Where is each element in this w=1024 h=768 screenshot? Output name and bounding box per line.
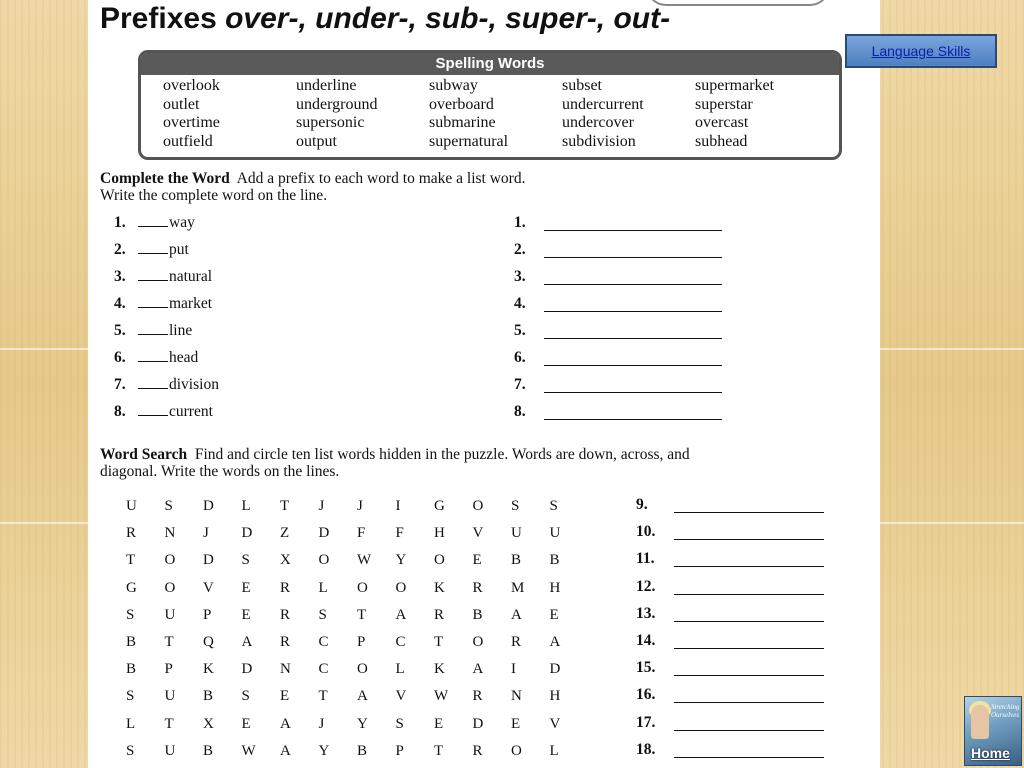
answer-number: 12.	[636, 577, 656, 595]
grid-letter[interactable]: R	[280, 579, 291, 596]
spelling-word: subway	[429, 77, 478, 94]
spelling-word: overlook	[163, 77, 220, 94]
grid-letter[interactable]: E	[241, 715, 251, 732]
complete-word-item	[114, 241, 189, 259]
word-search-instructions	[100, 446, 690, 480]
grid-letter[interactable]: F	[357, 525, 366, 542]
prefix-blank[interactable]	[138, 226, 168, 227]
grid-letter[interactable]: L	[241, 498, 251, 514]
spelling-word: overtime	[163, 114, 220, 131]
grid-row	[126, 523, 588, 550]
grid-letter[interactable]: R	[280, 606, 291, 623]
grid-letter[interactable]: N	[164, 525, 176, 542]
complete-word-line2: Write the complete word on the line.	[100, 187, 328, 204]
complete-word-answer	[514, 322, 544, 340]
word-search-answer	[636, 578, 672, 596]
answer-number: 14.	[636, 632, 656, 649]
grid-letter[interactable]: S	[241, 688, 250, 705]
grid-letter[interactable]: I	[395, 498, 401, 514]
prefix-blank[interactable]	[138, 415, 168, 416]
answer-line[interactable]	[544, 230, 722, 231]
grid-letter[interactable]: A	[472, 661, 484, 678]
complete-word-item	[114, 295, 212, 313]
word-suffix: current	[169, 403, 213, 420]
grid-letter[interactable]: P	[164, 661, 173, 678]
answer-line[interactable]	[674, 730, 824, 731]
item-number: 4.	[114, 295, 126, 312]
answer-number: 1.	[514, 214, 526, 231]
spelling-word: submarine	[429, 114, 496, 131]
grid-letter[interactable]: S	[164, 498, 173, 514]
grid-letter[interactable]: B	[203, 742, 214, 759]
grid-letter[interactable]: Y	[357, 715, 368, 732]
grid-letter[interactable]: O	[472, 633, 484, 650]
answer-line[interactable]	[674, 675, 824, 676]
grid-letter[interactable]: V	[549, 715, 561, 732]
grid-letter[interactable]: E	[280, 688, 290, 705]
spelling-words-box	[138, 50, 842, 160]
grid-letter[interactable]: T	[434, 742, 444, 759]
grid-letter[interactable]: S	[318, 606, 327, 623]
answer-number: 18.	[636, 740, 656, 758]
grid-letter[interactable]: U	[164, 742, 176, 759]
word-suffix: put	[169, 241, 189, 258]
grid-letter[interactable]: J	[203, 525, 209, 542]
answer-line[interactable]	[544, 392, 722, 393]
grid-letter[interactable]: D	[203, 552, 214, 569]
grid-letter[interactable]: Y	[395, 552, 407, 569]
answer-number: 2.	[514, 241, 526, 258]
answer-line[interactable]	[674, 648, 824, 649]
item-number: 3.	[114, 268, 126, 285]
word-search-answer	[636, 714, 672, 732]
grid-row	[126, 550, 588, 577]
grid-letter[interactable]: O	[434, 552, 445, 569]
spelling-word: superstar	[695, 95, 753, 113]
answer-number: 10.	[636, 523, 656, 541]
grid-letter[interactable]: K	[434, 579, 445, 596]
grid-row	[126, 686, 588, 713]
grid-letter[interactable]: E	[434, 715, 444, 732]
grid-letter[interactable]: R	[434, 606, 445, 623]
grid-letter[interactable]: R	[511, 633, 522, 650]
grid-letter[interactable]: H	[549, 579, 561, 596]
page-title	[100, 2, 670, 36]
grid-letter[interactable]: P	[395, 742, 404, 759]
grid-letter[interactable]: C	[318, 633, 329, 650]
grid-letter[interactable]: S	[395, 715, 404, 732]
prefix-blank[interactable]	[138, 280, 168, 281]
grid-letter[interactable]: D	[203, 498, 214, 514]
answer-number: 6.	[514, 349, 526, 366]
complete-word-answer	[514, 268, 544, 286]
home-caption: Stretching Ourselves	[991, 703, 1020, 719]
page-tab-decoration	[646, 0, 830, 6]
grid-letter[interactable]: Q	[203, 633, 214, 650]
answer-number: 11.	[636, 550, 655, 568]
grid-letter[interactable]: Y	[318, 742, 330, 759]
grid-letter[interactable]: R	[472, 688, 483, 705]
home-thumbnail-figure	[971, 705, 989, 739]
answer-line[interactable]	[544, 365, 722, 366]
item-number: 1.	[114, 214, 126, 231]
grid-letter[interactable]: P	[357, 633, 366, 650]
grid-letter[interactable]: G	[126, 579, 137, 596]
item-number: 6.	[114, 349, 126, 366]
grid-letter[interactable]: O	[395, 579, 407, 596]
word-search-answer	[636, 605, 672, 623]
grid-letter[interactable]: L	[318, 579, 328, 596]
grid-letter[interactable]: B	[549, 552, 560, 569]
word-search-answer	[636, 659, 672, 677]
complete-word-answer	[514, 349, 544, 367]
spelling-word: undercover	[562, 114, 634, 131]
complete-word-item	[114, 376, 219, 394]
complete-word-item	[114, 268, 212, 286]
grid-letter[interactable]: E	[241, 579, 251, 596]
spelling-word: output	[296, 132, 337, 150]
spelling-word: underline	[296, 77, 357, 94]
grid-letter[interactable]: T	[357, 606, 367, 623]
grid-letter[interactable]: O	[318, 552, 330, 569]
grid-letter[interactable]: E	[511, 715, 521, 732]
answer-line[interactable]	[674, 594, 824, 595]
grid-letter[interactable]: T	[318, 688, 328, 705]
grid-letter[interactable]: E	[549, 606, 559, 623]
spelling-word: undercurrent	[562, 95, 644, 113]
complete-word-heading: Complete the Word	[100, 170, 230, 187]
word-search-heading: Word Search	[100, 446, 188, 463]
grid-letter[interactable]: O	[164, 552, 176, 569]
grid-letter[interactable]: N	[511, 688, 522, 705]
word-suffix: line	[169, 322, 193, 339]
answer-number: 7.	[514, 376, 526, 393]
word-search-line2: diagonal. Write the words on the lines.	[100, 463, 340, 480]
answer-number: 3.	[514, 268, 526, 285]
grid-letter[interactable]: V	[472, 525, 484, 542]
complete-word-item	[114, 214, 195, 232]
grid-letter[interactable]: E	[472, 552, 482, 569]
word-search-answer	[636, 550, 672, 568]
complete-word-answer	[514, 376, 544, 394]
spelling-word: subdivision	[562, 132, 636, 150]
word-search-answer	[636, 632, 672, 650]
word-search-grid	[126, 496, 588, 768]
spelling-word: subhead	[695, 132, 748, 150]
grid-letter[interactable]: L	[395, 661, 405, 678]
spelling-word: supernatural	[429, 132, 509, 150]
spelling-word: outlet	[163, 95, 200, 113]
spelling-word: supermarket	[695, 77, 775, 94]
grid-row	[126, 605, 588, 632]
grid-letter[interactable]: D	[318, 525, 330, 542]
grid-letter[interactable]: T	[164, 715, 174, 732]
grid-letter[interactable]: A	[395, 606, 407, 623]
grid-letter[interactable]: X	[280, 552, 291, 569]
grid-letter[interactable]: B	[126, 661, 137, 678]
grid-letter[interactable]: O	[357, 661, 368, 678]
title-prefix-word: Prefixes	[100, 2, 217, 35]
item-number: 8.	[114, 403, 126, 420]
word-suffix: way	[169, 214, 195, 231]
grid-letter[interactable]: S	[126, 688, 135, 705]
word-search-answer	[636, 686, 672, 704]
grid-letter[interactable]: D	[472, 715, 484, 732]
complete-word-line1: Add a prefix to each word to make a list word.	[236, 170, 526, 187]
grid-letter[interactable]: B	[203, 688, 214, 705]
prefix-blank[interactable]	[138, 388, 168, 389]
word-suffix: head	[169, 349, 199, 366]
answer-line[interactable]	[544, 257, 722, 258]
grid-letter[interactable]: U	[164, 606, 176, 623]
complete-word-item	[114, 349, 198, 367]
grid-letter[interactable]: J	[357, 498, 363, 514]
grid-letter[interactable]: O	[472, 498, 484, 514]
grid-letter[interactable]: A	[511, 606, 522, 623]
grid-letter[interactable]: V	[395, 688, 407, 705]
grid-letter[interactable]: K	[434, 661, 445, 678]
grid-letter[interactable]: R	[280, 633, 291, 650]
spelling-word: overcast	[695, 114, 749, 131]
grid-letter[interactable]: T	[164, 633, 174, 650]
complete-word-answer	[514, 214, 544, 232]
grid-letter[interactable]: B	[357, 742, 368, 759]
answer-number: 15.	[636, 659, 656, 677]
answer-line[interactable]	[544, 284, 722, 285]
grid-letter[interactable]: A	[549, 633, 561, 650]
word-suffix: natural	[169, 268, 213, 285]
grid-letter[interactable]: W	[241, 742, 256, 759]
complete-word-answer	[514, 403, 544, 421]
grid-letter[interactable]: O	[511, 742, 522, 759]
word-search-answer	[636, 741, 672, 759]
grid-letter[interactable]: M	[511, 579, 525, 596]
title-prefix-list: over-, under-, sub-, super-, out-	[225, 2, 671, 35]
grid-letter[interactable]: U	[126, 498, 137, 514]
answer-number: 8.	[514, 403, 526, 420]
answer-line[interactable]	[544, 419, 722, 420]
grid-letter[interactable]: R	[472, 742, 483, 759]
spelling-words-heading: Spelling Words	[141, 53, 839, 75]
grid-letter[interactable]: B	[511, 552, 522, 569]
grid-letter[interactable]: W	[357, 552, 372, 569]
grid-letter[interactable]: S	[549, 498, 558, 514]
grid-letter[interactable]: C	[318, 661, 329, 678]
grid-letter[interactable]: J	[318, 498, 325, 514]
home-label: Home	[971, 745, 1010, 761]
grid-letter[interactable]: D	[241, 661, 253, 678]
grid-letter[interactable]: J	[318, 715, 325, 732]
grid-letter[interactable]: S	[511, 498, 520, 514]
grid-letter[interactable]: C	[395, 633, 406, 650]
grid-letter[interactable]: B	[472, 606, 483, 623]
answer-line[interactable]	[674, 757, 824, 758]
answer-number: 9.	[636, 496, 648, 513]
grid-row	[126, 496, 588, 523]
answer-line[interactable]	[674, 621, 824, 622]
answer-number: 16.	[636, 686, 656, 704]
home-button[interactable]	[964, 696, 1022, 766]
language-skills-link[interactable]: Language Skills	[845, 34, 997, 68]
grid-letter[interactable]: L	[549, 742, 559, 759]
prefix-blank[interactable]	[138, 334, 168, 335]
prefix-blank[interactable]	[138, 307, 168, 308]
answer-line[interactable]	[674, 702, 824, 703]
grid-letter[interactable]: K	[203, 661, 214, 678]
grid-letter[interactable]: D	[549, 661, 561, 678]
complete-word-answer	[514, 295, 544, 313]
spelling-word: overboard	[429, 95, 494, 113]
worksheet-page	[88, 0, 880, 768]
answer-number: 4.	[514, 295, 526, 312]
grid-letter[interactable]: X	[203, 715, 214, 732]
spelling-word: underground	[296, 95, 378, 113]
item-number: 2.	[114, 241, 126, 258]
grid-letter[interactable]: F	[395, 525, 404, 542]
prefix-blank[interactable]	[138, 361, 168, 362]
spelling-word: outfield	[163, 132, 213, 150]
grid-letter[interactable]: S	[126, 742, 135, 759]
grid-letter[interactable]: G	[434, 498, 445, 514]
answer-line[interactable]	[674, 566, 824, 567]
grid-letter[interactable]: O	[164, 579, 176, 596]
grid-letter[interactable]: S	[241, 552, 250, 569]
grid-row	[126, 632, 588, 659]
grid-letter[interactable]: A	[280, 742, 291, 759]
answer-line[interactable]	[544, 311, 722, 312]
grid-letter[interactable]: I	[511, 661, 516, 678]
grid-letter[interactable]: Z	[280, 525, 290, 542]
word-suffix: division	[169, 376, 219, 393]
answer-line[interactable]	[674, 539, 824, 540]
grid-letter[interactable]: R	[126, 525, 137, 542]
answer-line[interactable]	[544, 338, 722, 339]
grid-letter[interactable]: U	[549, 525, 561, 542]
spelling-word: supersonic	[296, 114, 365, 131]
grid-letter[interactable]: B	[126, 633, 137, 650]
grid-letter[interactable]: E	[241, 606, 251, 623]
grid-row	[126, 714, 588, 741]
grid-letter[interactable]: A	[280, 715, 291, 732]
answer-line[interactable]	[674, 512, 824, 513]
complete-word-item	[114, 403, 213, 421]
prefix-blank[interactable]	[138, 253, 168, 254]
grid-row	[126, 578, 588, 605]
answer-number: 17.	[636, 713, 656, 731]
grid-row	[126, 659, 588, 686]
grid-letter[interactable]: A	[357, 688, 368, 705]
grid-letter[interactable]: T	[434, 633, 444, 650]
complete-word-answer	[514, 241, 544, 259]
spelling-words-list	[141, 75, 839, 151]
grid-letter[interactable]: V	[203, 579, 214, 596]
answer-number: 5.	[514, 322, 526, 339]
grid-letter[interactable]: U	[511, 525, 522, 542]
grid-letter[interactable]: A	[241, 633, 253, 650]
word-search-line1: Find and circle ten list words hidden in the puzzle. Words are down, across, and	[194, 446, 690, 463]
grid-letter[interactable]: O	[357, 579, 368, 596]
word-search-answer	[636, 523, 672, 541]
complete-word-instructions	[100, 170, 525, 204]
grid-letter[interactable]: D	[241, 525, 253, 542]
word-suffix: market	[169, 295, 213, 312]
grid-letter[interactable]: S	[126, 606, 135, 623]
grid-letter[interactable]: U	[164, 688, 176, 705]
answer-number: 13.	[636, 604, 656, 622]
spelling-word: subset	[562, 77, 602, 94]
grid-letter[interactable]: H	[549, 688, 561, 705]
grid-letter[interactable]: N	[280, 661, 291, 678]
grid-letter[interactable]: P	[203, 606, 212, 623]
grid-letter[interactable]: H	[434, 525, 445, 542]
grid-letter[interactable]: T	[126, 552, 136, 569]
grid-letter[interactable]: T	[280, 498, 290, 514]
grid-letter[interactable]: R	[472, 579, 483, 596]
complete-word-item	[114, 322, 192, 340]
item-number: 7.	[114, 376, 126, 393]
word-search-answer	[636, 496, 672, 514]
grid-row	[126, 741, 588, 768]
item-number: 5.	[114, 322, 126, 339]
grid-letter[interactable]: L	[126, 715, 136, 732]
grid-letter[interactable]: W	[434, 688, 449, 705]
